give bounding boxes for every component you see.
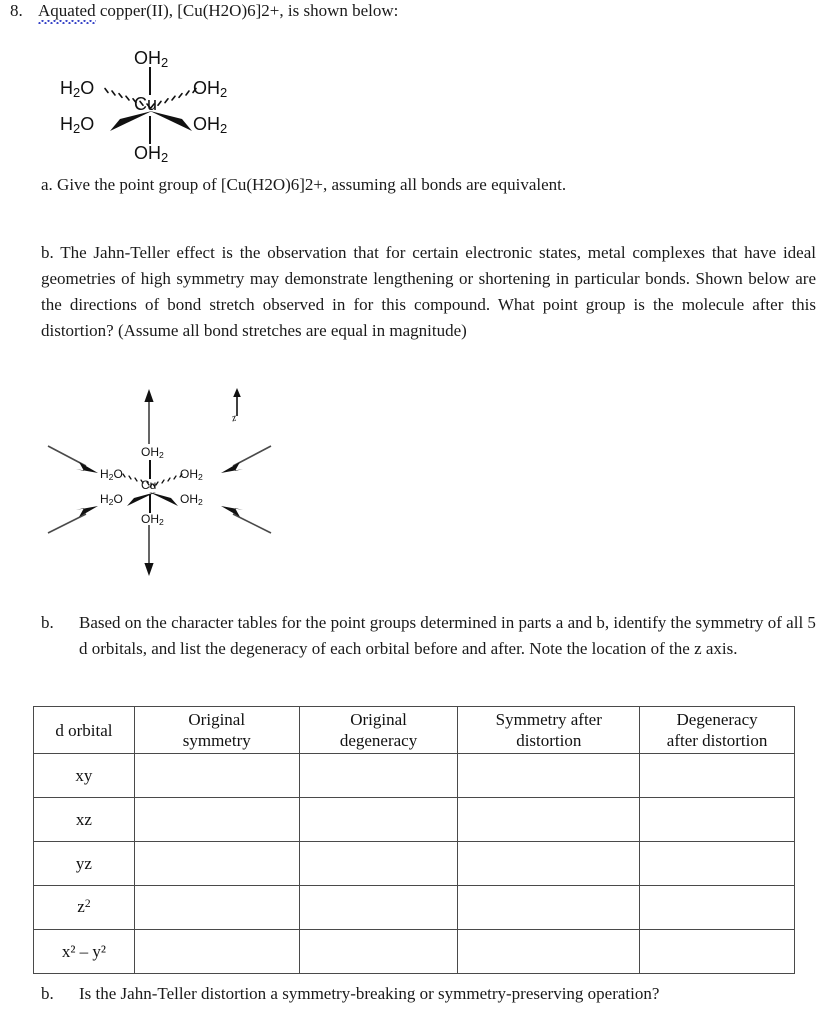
- part-b-final-marker: b.: [41, 984, 54, 1003]
- ligand-label-lower-left: $H_2O$: [60, 114, 95, 136]
- row-label-x2-y2: x² – y²: [34, 930, 135, 974]
- bond-wedge-lower-right-small: [147, 489, 183, 511]
- d-orbital-table: [33, 706, 795, 974]
- cell-x2y2-degeneracy-after[interactable]: [640, 930, 795, 974]
- ligand-label-lower-right: $OH_2$: [193, 114, 228, 136]
- compress-arrow-top-left: [46, 443, 101, 477]
- cell-xz-original-degeneracy[interactable]: [299, 798, 458, 842]
- table-header-symmetry-after-distortion: Symmetry after distortion: [458, 707, 640, 754]
- cell-yz-degeneracy-after[interactable]: [640, 842, 795, 886]
- table-row: [34, 798, 795, 842]
- ligand-label-upper-left-small: $H_2O$: [100, 467, 123, 482]
- compress-arrow-bottom-left: [46, 503, 101, 537]
- metal-center-label-small: Cu: [141, 478, 157, 492]
- part-b-final-text: Is the Jahn-Teller distortion a symmetry-breaking or symmetry-preserving operation?: [79, 984, 660, 1003]
- question-stem: [10, 0, 820, 22]
- table-header-row: [34, 707, 795, 754]
- cell-x2y2-original-degeneracy[interactable]: [299, 930, 458, 974]
- table-header-original-symmetry: Original symmetry: [134, 707, 299, 754]
- cell-xy-symmetry-after[interactable]: [458, 754, 640, 798]
- question-stem-text: copper(II), [Cu(H2O)6]2+, is shown below:: [95, 1, 399, 20]
- z-axis-label: z: [230, 411, 238, 425]
- part-a-text: a. Give the point group of [Cu(H2O)6]2+, assuming all bonds are equivalent.: [41, 175, 567, 194]
- cell-xz-original-symmetry[interactable]: [134, 798, 299, 842]
- metal-center-label: Cu: [134, 94, 158, 114]
- cell-xy-degeneracy-after[interactable]: [640, 754, 795, 798]
- question-number: 8.: [10, 1, 23, 20]
- cell-x2y2-original-symmetry[interactable]: [134, 930, 299, 974]
- ligand-label-lower-left-small: $H_2O$: [100, 492, 123, 507]
- ligand-label-top: $OH_2$: [134, 48, 169, 70]
- table-header-degeneracy-after-distortion: Degeneracy after distortion: [640, 707, 795, 754]
- row-label-z2: $z^2$: [34, 886, 135, 930]
- table-row: [34, 930, 795, 974]
- cell-yz-original-degeneracy[interactable]: [299, 842, 458, 886]
- table-row: [34, 886, 795, 930]
- ligand-label-upper-right: $OH_2$: [193, 78, 228, 100]
- ligand-label-lower-right-small: $OH_2$: [180, 492, 203, 507]
- cell-z2-symmetry-after[interactable]: [458, 886, 640, 930]
- table-row: [34, 754, 795, 798]
- cell-xy-original-degeneracy[interactable]: [299, 754, 458, 798]
- cell-x2y2-symmetry-after[interactable]: [458, 930, 640, 974]
- cell-z2-original-degeneracy[interactable]: [299, 886, 458, 930]
- part-b-marker: b.: [41, 613, 54, 632]
- spellcheck-flagged-word: Aquated: [38, 1, 96, 20]
- ligand-label-bottom-small: $OH_2$: [141, 512, 164, 527]
- ligand-label-upper-left: $H_2O$: [60, 78, 95, 100]
- part-b-jahn-teller-text: b. The Jahn-Teller effect is the observation that for certain electronic states, metal complexes that have ideal geometries of high symmetry may demonstrate lengthening or shortening in particular bonds. Shown below are the directions of bond stretch observed in for this compound. What point group is the molecule after this distortion? (Assume all bond stretches are equal in magnitude): [41, 243, 816, 340]
- stretch-arrow-up: [140, 388, 158, 446]
- ligand-label-bottom: $OH_2$: [134, 143, 169, 165]
- part-b-character-tables: [41, 610, 816, 662]
- ligand-label-upper-right-small: $OH_2$: [180, 467, 203, 482]
- row-label-xz: xz: [34, 798, 135, 842]
- molecule-diagram-distorted: [40, 385, 290, 585]
- part-b-final-question: [41, 982, 816, 1006]
- molecule-diagram-octahedral: [60, 45, 250, 165]
- row-label-xy: xy: [34, 754, 135, 798]
- table-row: [34, 842, 795, 886]
- cell-yz-original-symmetry[interactable]: [134, 842, 299, 886]
- table-header-original-degeneracy: Original degeneracy: [299, 707, 458, 754]
- ligand-label-top-small: $OH_2$: [141, 445, 164, 460]
- cell-xz-symmetry-after[interactable]: [458, 798, 640, 842]
- row-label-yz: yz: [34, 842, 135, 886]
- part-b-character-tables-text: Based on the character tables for the point groups determined in parts a and b, identify the symmetry of all 5 d orbitals, and list the degeneracy of each orbital before and after. Note the location of the z axis.: [79, 613, 816, 658]
- cell-xy-original-symmetry[interactable]: [134, 754, 299, 798]
- inner-octahedral-structure: [102, 443, 232, 533]
- cell-z2-original-symmetry[interactable]: [134, 886, 299, 930]
- table-header-d-orbital: d orbital: [34, 707, 135, 754]
- cell-z2-degeneracy-after[interactable]: [640, 886, 795, 930]
- cell-yz-symmetry-after[interactable]: [458, 842, 640, 886]
- cell-xz-degeneracy-after[interactable]: [640, 798, 795, 842]
